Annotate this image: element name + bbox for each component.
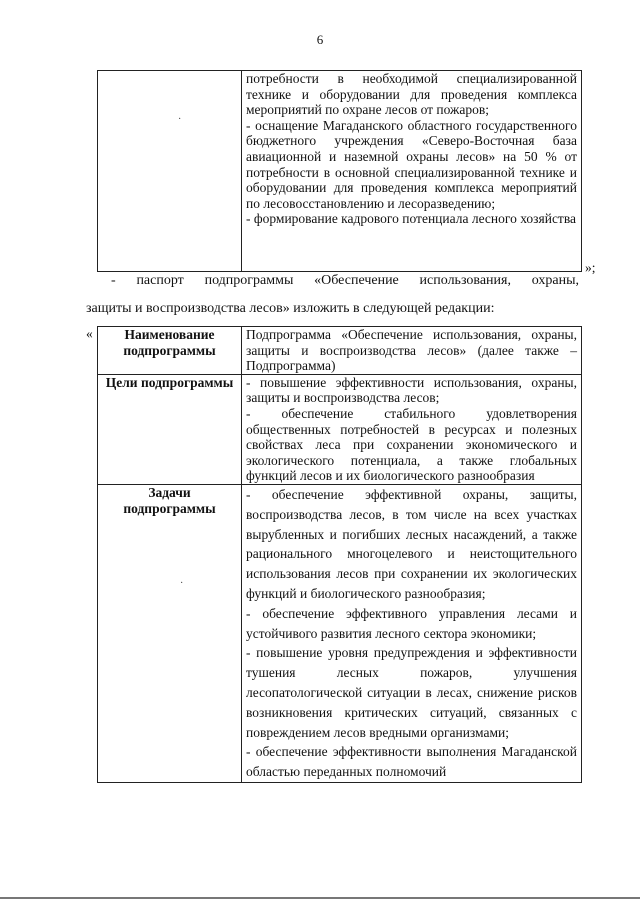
paragraph: - повышение уровня предупреждения и эффективности тушения лесных пожаров, улучшения лесопатологической ситуации в лесах, снижение рисков возникновения критических ситуаций, связанных с повреждением лесов вредными организмами;	[246, 645, 577, 740]
opening-quote: «	[86, 326, 93, 341]
table-row	[98, 327, 582, 375]
page-number: 6	[316, 32, 324, 47]
paragraph: - формирование кадрового потенциала лесного хозяйства	[246, 211, 577, 227]
row-content	[242, 484, 582, 782]
passport-table	[97, 326, 582, 783]
paragraph: - оснащение Магаданского областного государственного бюджетного учреждения «Северо-Восточная база авиационной и наземной охраны лесов» на 50 % от потребности в основной специализированной технике и оборудовании для проведения комплекса мероприятий по лесовосстановлению и лесоразведению;	[246, 117, 577, 211]
row-header-text: Наименование подпрограммы	[123, 327, 216, 358]
scan-edge-line	[0, 897, 640, 899]
table-row	[98, 71, 582, 272]
paragraph: - обеспечение эффективности выполнения Магаданской областью переданных полномочий	[246, 744, 577, 780]
paragraph: Подпрограмма «Обеспечение использования, охраны, защиты и воспроизводства лесов» (далее также – Подпрограмма)	[246, 327, 577, 374]
paragraph: - обеспечение стабильного удовлетворения общественных потребностей в ресурсах и полезных свойствах леса при сохранении экономического и экологического потенциала, а также глобальных функций лесов и их биологического разнообразия	[246, 405, 577, 484]
intro-line: - паспорт подпрограммы «Обеспечение использования, охраны,	[111, 273, 579, 288]
row-content	[242, 374, 582, 484]
row-header	[98, 484, 242, 782]
paragraph: - обеспечение эффективного управления лесами и устойчивого развития лесного сектора экономики;	[246, 605, 577, 641]
stray-mark: ·	[180, 578, 184, 589]
paragraph: - обеспечение эффективной охраны, защиты, воспроизводства лесов, в том числе на всех участках вырубленных и погибших лесных насаждений, а также рационального многоцелевого и неистощительного использования лесов при сохранении их экологических функций и биологического разнообразия;	[246, 486, 577, 601]
table-row	[98, 374, 582, 484]
empty-header-cell	[98, 71, 242, 272]
row-header	[98, 327, 242, 375]
row-content	[242, 327, 582, 375]
row-header-text: Задачи подпрограммы	[123, 484, 216, 516]
stray-mark: ·	[178, 114, 182, 125]
closing-quote: »;	[585, 260, 596, 275]
intro-line: защиты и воспроизводства лесов» изложить в следующей редакции:	[86, 301, 495, 316]
content-cell	[242, 71, 582, 272]
row-header	[98, 374, 242, 484]
row-header-text: Цели подпрограммы	[105, 374, 234, 390]
paragraph: - повышение эффективности использования, охраны, защиты и воспроизводства лесов;	[246, 374, 577, 406]
continuation-table	[97, 70, 582, 272]
paragraph: потребности в необходимой специализированной технике и оборудовании для проведения комплекса мероприятий по охране лесов от пожаров;	[246, 71, 577, 118]
table-row	[98, 484, 582, 782]
